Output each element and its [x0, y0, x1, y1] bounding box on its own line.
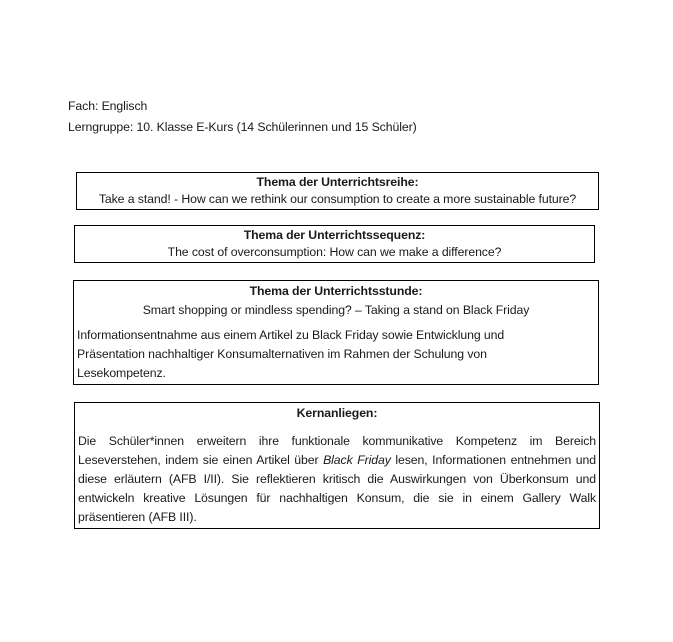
- core-concern-text-part2: lesen, Informationen entnehmen und diese erläutern (AFB I/II). Sie reflektieren kritisch die Auswirkungen von Überkonsum und entwickeln kreative Lösungen für nachhaltigen Konsum, die sie in einem Gallery Walk präsentieren (AFB III).: [78, 453, 596, 524]
- core-concern-text-part1: Die Schüler*innen erweitern ihre funktionale kommunikative Kompetenz im Bereich Leseverstehen, indem sie einen Artikel über: [78, 434, 596, 467]
- series-theme-text: Take a stand! - How can we rethink our consumption to create a more sustainable future?: [98, 192, 577, 206]
- sequence-theme-box: [74, 225, 595, 263]
- series-theme-box: [76, 172, 599, 210]
- sequence-theme-heading: Thema der Unterrichtssequenz:: [243, 228, 426, 242]
- series-theme-heading: Thema der Unterrichtsreihe:: [256, 175, 419, 189]
- class-group-line: Lerngruppe: 10. Klasse E-Kurs (14 Schülerinnen und 15 Schüler): [68, 120, 417, 134]
- sequence-theme-text: The cost of overconsumption: How can we make a difference?: [167, 245, 502, 259]
- core-concern-heading: Kernanliegen:: [296, 406, 378, 420]
- meta-block: [68, 96, 417, 138]
- core-concern-text-italic: Black Friday: [323, 453, 391, 467]
- core-concern-paragraph: [78, 432, 596, 527]
- lesson-theme-subtitle: Smart shopping or mindless spending? – Taking a stand on Black Friday: [142, 303, 530, 317]
- core-concern-box: [74, 402, 600, 529]
- lesson-theme-box: [73, 280, 599, 385]
- lesson-theme-heading: Thema der Unterrichtsstunde:: [249, 284, 423, 298]
- lesson-description: Informationsentnahme aus einem Artikel zu Black Friday sowie Entwicklung und Präsentation nachhaltiger Konsumalternativen im Rahmen der Schulung von Lesekompetenz.: [77, 328, 505, 380]
- subject-line: Fach: Englisch: [68, 99, 148, 113]
- spacer: [78, 423, 596, 432]
